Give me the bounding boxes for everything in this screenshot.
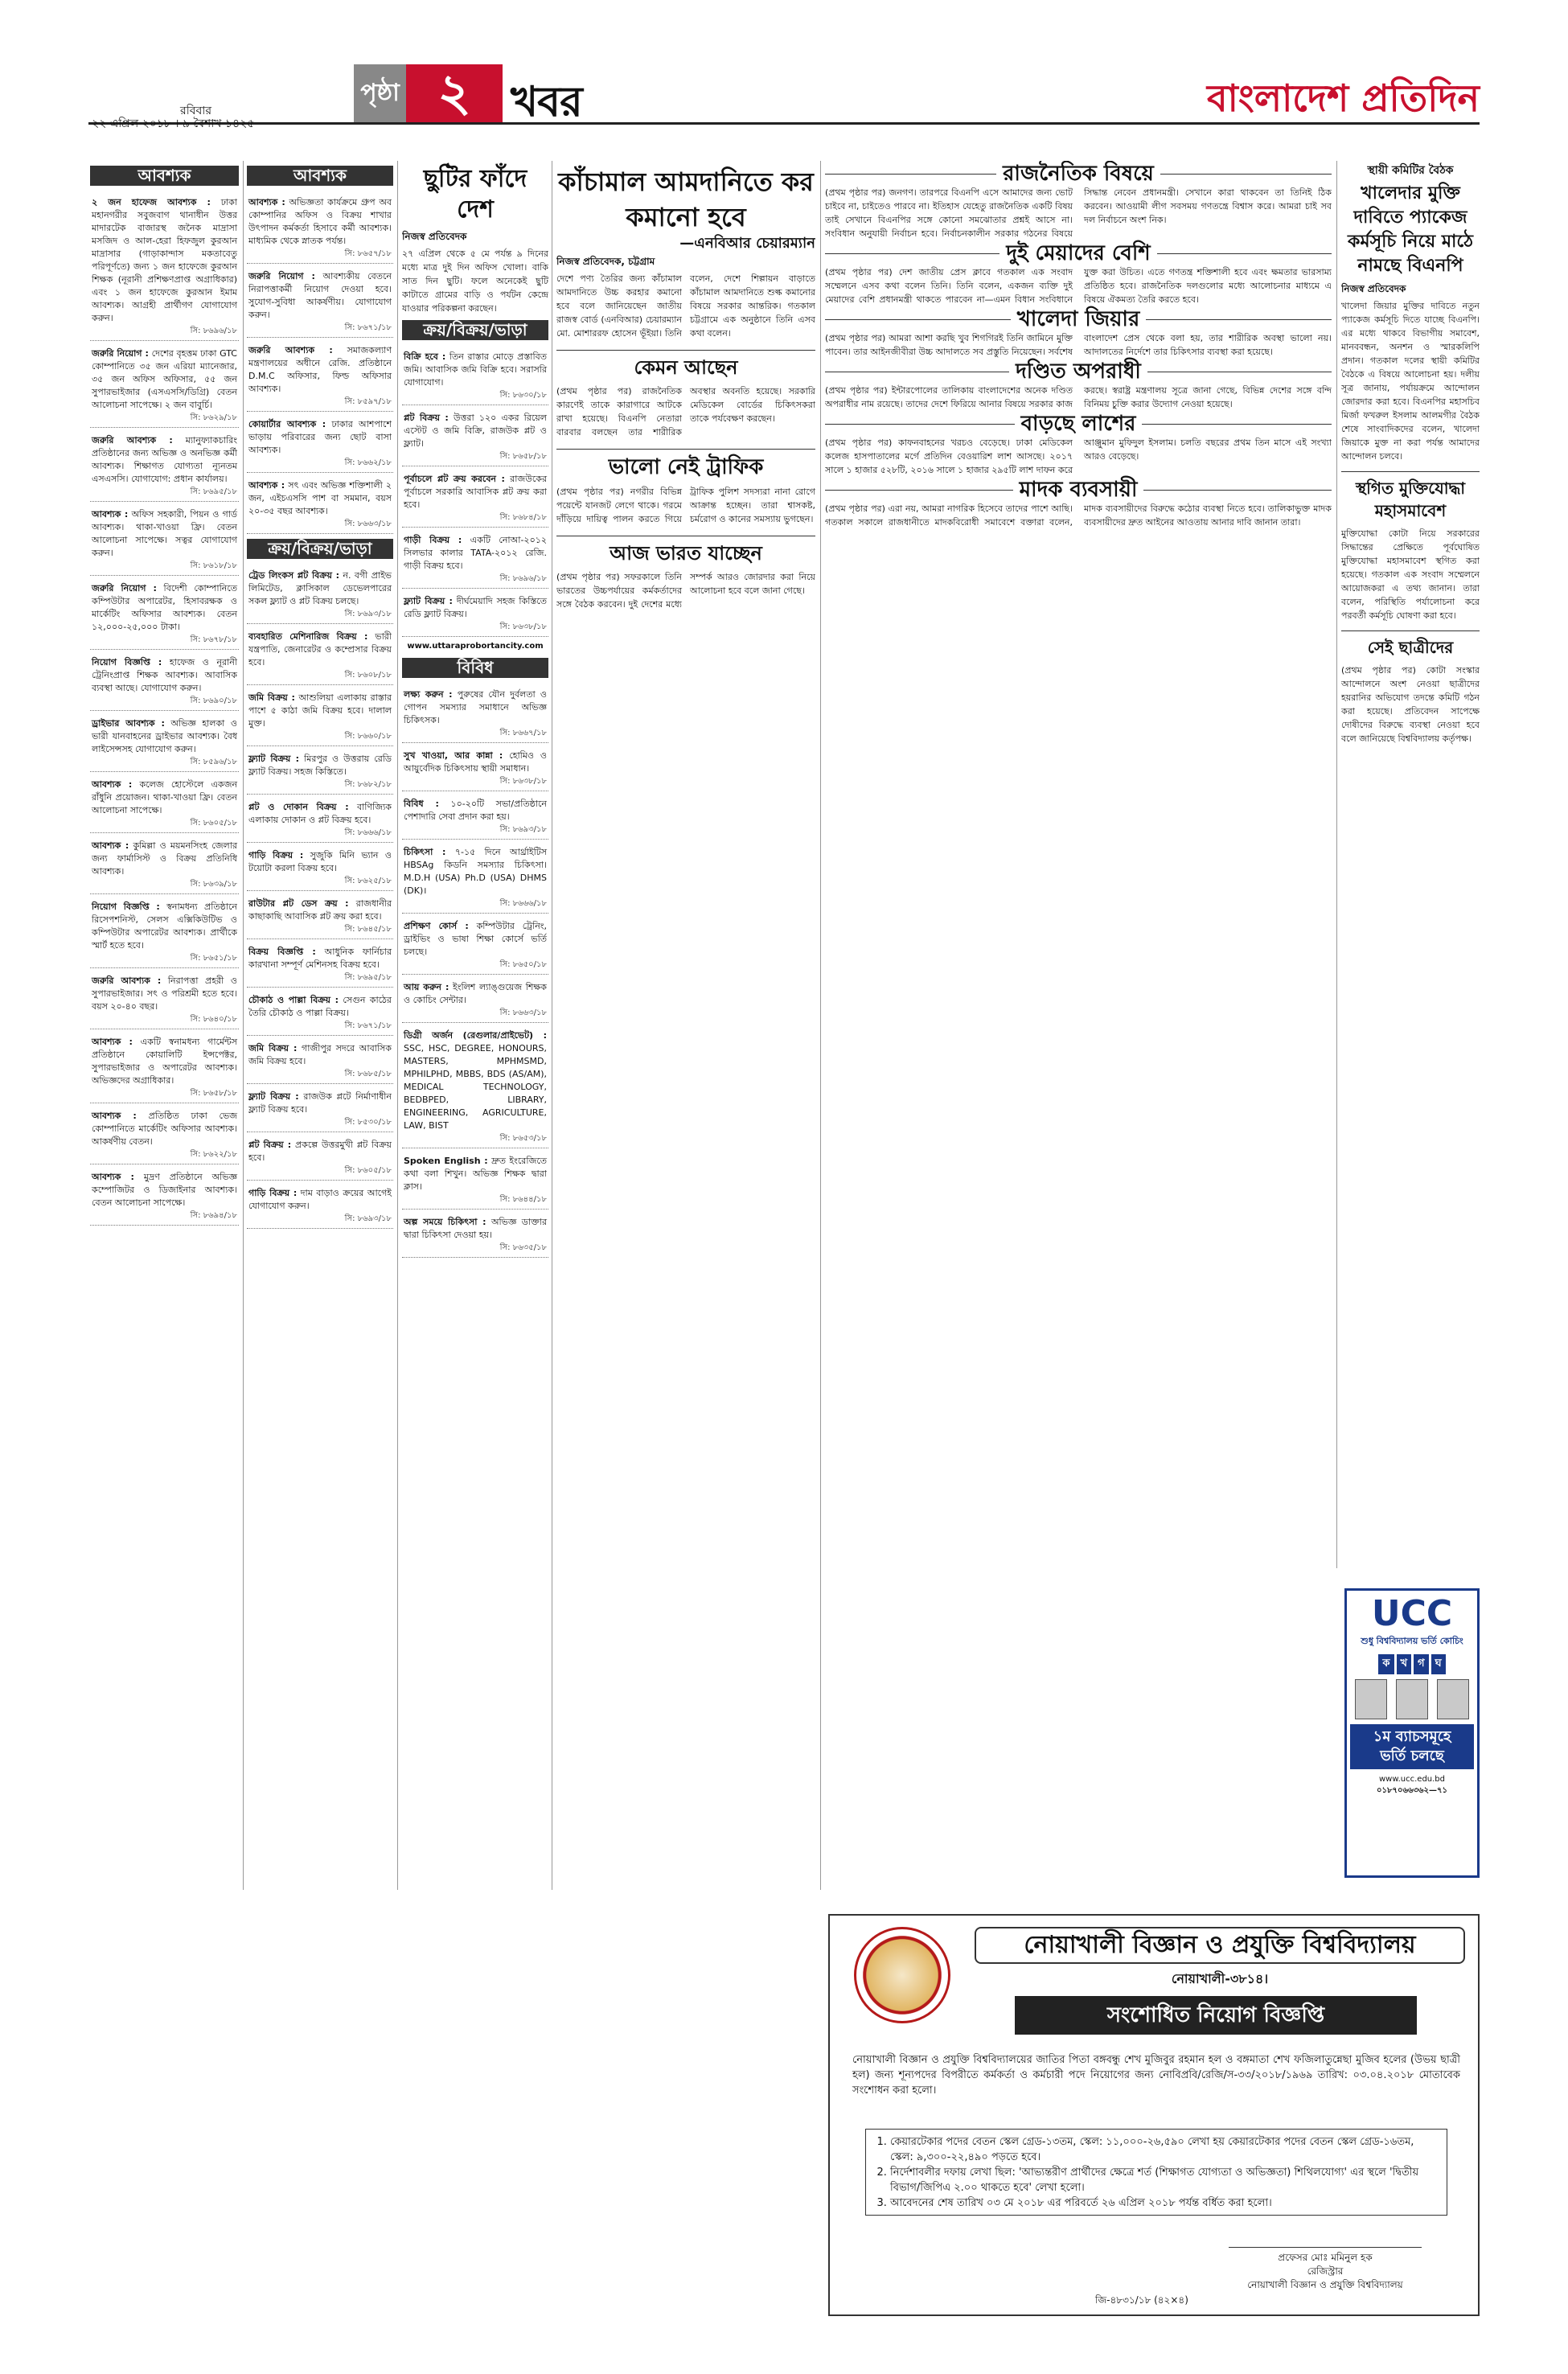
story-body: দেশে পণ্য তৈরির জন্য কাঁচামাল আমদানিতে উচ্চ করহার কমানো হবে বলে জানিয়েছেন জাতীয় রাজস্ব বোর্ড (এনবিআর) চেয়ারম্যান মো. মোশাররফ হোসেন ভূঁইয়া। তিনি বলেন, দেশে শিল্পায়ন বাড়াতে কাঁচামাল আমদানিতে শুল্ক কমানোর বিষয়ে সরকার আন্তরিক। গতকাল চট্টগ্রামে এক অনুষ্ঠানে তিনি এসব কথা বলেন। [556, 273, 815, 339]
ad-body: ৭-১৫ দিনে আর্থ্রাইটিস HBSAg কিডনি সমস্যার চিকিৎসা। M.D.H (USA) Ph.D (USA) DHMS (DK)। [404, 847, 547, 896]
ad-code: সি: ৮৬৪৫/১৮ [344, 925, 392, 934]
byline: নিজস্ব প্রতিবেদক, চট্টগ্রাম [556, 256, 655, 267]
column-six [1341, 161, 1480, 1576]
byline: নিজস্ব প্রতিবেদক [402, 231, 467, 242]
ad-body: দেশের বৃহত্তম ঢাকা GTC কোম্পানিতে ৩৫ জন এরিয়া ম্যানেজার, ৩৫ জন অফিস অফিসার, ৫৫ জন সুপারভাইজার (এসএসসি/ডিগ্রি) বেতন আলোচনা সাপেক্ষে। ২ জন বাবুর্চি। [92, 348, 237, 410]
ad-body: আশুলিয়া এলাকায় রাস্তার পাশে ৫ কাঠা জমি বিক্রয় হবে। দালাল মুক্ত। [248, 692, 392, 729]
ad-lead: গাড়ি বিক্রয় : [248, 850, 304, 860]
classifieds-column-a [90, 161, 239, 2364]
story-body: (প্রথম পৃষ্ঠার পর) ইন্টারপোলের তালিকায় বাংলাদেশের অনেক দণ্ডিত অপরাধীর নাম রয়েছে। তাদের দেশে ফিরিয়ে আনার বিষয়ে সরকার কাজ করছে। স্বরাষ্ট্র মন্ত্রণালয় সূত্রে জানা গেছে, বিভিন্ন দেশের সঙ্গে বন্দি বিনিময় চুক্তি করার উদ্যোগ নেওয়া হয়েছে। [825, 385, 1332, 409]
classifieds-column-b [247, 161, 393, 2364]
ad-body: বাণিজ্যিক এলাকায় দোকান ও প্লট বিক্রয় হবে। [248, 802, 392, 825]
classified-ad [402, 842, 548, 914]
notice-banner: সংশোধিত নিয়োগ বিজ্ঞপ্তি [1015, 1996, 1417, 2035]
story-body: (প্রথম পৃষ্ঠার পর) এরা নয়, আমরা নাগরিক হিসেবে তাদের পাশে আছি। গতকাল সকালে রাজধানীতে মাদকবিরোধী সমাবেশে বক্তারা বলেন, মাদক ব্যবসায়ীদের বিরুদ্ধে কঠোর ব্যবস্থা নিতে হবে। তালিকাভুক্ত মাদক ব্যবসায়ীদের দ্রুত আইনের আওতায় আনার দাবি জানান তারা। [825, 503, 1332, 528]
section-heading: রাজনৈতিক বিষয়ে [825, 167, 1332, 181]
classified-ad [402, 1151, 548, 1210]
ad-code: সি: ৮৬৫৩/১৮ [499, 1134, 547, 1143]
ad-lead: বিক্রয় বিজ্ঞপ্তি : [248, 947, 316, 957]
ad-code: সি: ৮৬৫১/১৮ [190, 954, 237, 963]
notice-amendments [865, 2129, 1447, 2216]
ad-body: প্রতিষ্ঠিত ঢাকা ভেজ কোম্পানিতে মার্কেটিং অফিসার আবশ্যক। আকর্ষণীয় বেতন। [92, 1111, 237, 1147]
headline-traffic: ভালো নেই ট্রাফিক [556, 449, 815, 480]
ad-code: সি: ৮৬৭১/১৮ [344, 1021, 392, 1030]
ad-lead: গাড়ী বিক্রয় : [404, 535, 462, 545]
signatory-name: প্রফেসর মোঃ মমিনুল হক [1278, 2252, 1373, 2263]
classified-header: আবশ্যক [247, 166, 393, 186]
classified-list [402, 347, 548, 637]
story-body: (প্রথম পৃষ্ঠার পর) সফরকালে তিনি ভারতের উচ্চপর্যায়ের কর্মকর্তাদের সঙ্গে বৈঠক করবেন। দুই দেশের মধ্যে সম্পর্ক আরও জোরদার করা নিয়ে আলোচনা হবে বলে জানা গেছে। [556, 572, 815, 610]
ucc-coaching-ad[interactable] [1344, 1588, 1480, 1878]
ad-code: সি: ৮৬৬২/১৮ [344, 458, 392, 467]
classified-ad [90, 343, 239, 428]
signature-block [1229, 2233, 1422, 2292]
story-body: (প্রথম পৃষ্ঠার পর) জনগণ। তারপরে বিএনপি এসে আমাদের জন্য ভোট চাইবে না, চাইতেও পারবে না। ইতিহাস যেহেতু রাজনৈতিক একটি বিষয় তাই সেখানে বিএনপির সঙ্গে কোনো সমঝোতার প্রশ্নই আসে না। সংবিধান অনুযায়ী নির্বাচন হবে। নির্বাচনকালীন সরকার গঠনের বিষয়ে সিদ্ধান্ত নেবেন প্রধানমন্ত্রী। সেখানে কারা থাকবেন তা তিনিই ঠিক করবেন। আওয়ামী লীগ সবসময় গণতন্ত্রে বিশ্বাস করে। আমরা চাই সব দল নির্বাচনে অংশ নিক। [825, 187, 1332, 239]
classified-ad [90, 836, 239, 894]
column-rule [243, 161, 244, 1890]
ad-code: সি: ৮৬৯৬/১৮ [499, 574, 547, 583]
ad-lead: ফ্ল্যাট বিক্রয় : [248, 1091, 299, 1102]
ad-lead: আবশ্যক : [92, 779, 133, 790]
classified-ad [90, 971, 239, 1029]
ad-body: সুজুকি মিনি ভ্যান ও টয়োটা করলা বিক্রয় হবে। [248, 850, 392, 873]
ad-code: সি: ৮৬৭৮/১৮ [190, 635, 237, 644]
ad-body: স্বনামধন্য প্রতিষ্ঠানে রিসেপশনিস্ট, সেলস এক্সিকিউটিভ ও কম্পিউটার অপারেটর আবশ্যক। প্রার্থীকে স্মার্ট হতে হবে। [92, 902, 237, 951]
headline-freedom-fighters: স্থগিত মুক্তিযোদ্ধা মহাসমাবেশ [1341, 471, 1480, 522]
masthead-day: রবিবার [180, 105, 212, 117]
ad-lead: রাউটার প্লট ডেস ক্রয় : [248, 898, 349, 909]
ad-body: একটি স্বনামধন্য গার্মেন্টস প্রতিষ্ঠানে কোয়ালিটি ইন্সপেক্টর, সুপারভাইজার ও অপারেটর আবশ্যক। অভিজ্ঞদের অগ্রাধিকার। [92, 1037, 238, 1086]
headline-how-are-you: কেমন আছেন [556, 350, 815, 380]
ad-lead: ট্রেড লিংকস প্লট বিক্রয় : [248, 570, 340, 581]
ad-code: সি: ৮৬৮৪/১৮ [499, 513, 547, 522]
story-body: (প্রথম পৃষ্ঠার পর) রাজনৈতিক কারণেই তাকে কারাগারে আটকে রাখা হয়েছে। বিএনপি নেতারা বারবার বলছেন তার শারীরিক অবস্থার অবনতি হয়েছে। সরকারি মেডিকেল বোর্ডের চিকিৎসকরা তাকে পর্যবেক্ষণ করছেন। [556, 386, 815, 437]
classified-ad [90, 1032, 239, 1103]
classified-list [247, 565, 393, 1229]
ad-body: আধুনিক ফার্নিচার কারখানা সম্পূর্ণ মেশিনসহ বিক্রয় হবে। [248, 947, 392, 970]
classified-ad [90, 652, 239, 711]
ad-code: সি: ৮৬৬৩/১৮ [344, 520, 392, 528]
ad-code: সি: ৮৬৮২/১৮ [344, 780, 392, 789]
ad-body: অভিজ্ঞতা কার্যক্রমে গ্রুপ অব কোম্পানির অফিস ও বিক্রয় শাখার উৎপাদন কর্মকর্তা হিসাবে কর্মী আবশ্যক। মাধ্যমিক থেকে স্নাতক পর্যন্ত। [248, 197, 392, 246]
ad-lead: আবশ্যক : [92, 509, 129, 520]
ad-lead: কোয়ার্টার আবশ্যক : [248, 419, 326, 429]
masthead [88, 64, 1480, 130]
story-body: (প্রথম পৃষ্ঠার পর) নগরীর বিভিন্ন পয়েন্টে যানজট লেগে থাকে। গরমে দাঁড়িয়ে দায়িত্ব পালন করতে গিয়ে ট্রাফিক পুলিশ সদস্যরা নানা রোগে আক্রান্ত হচ্ছেন। তারা শ্বাসকষ্ট, চর্মরোগ ও কানের সমস্যায় ভুগছেন। [556, 487, 815, 524]
ad-body: ১০-২০টি সভা/প্রতিষ্ঠানে পেশাদারি সেবা প্রদান করা হয়। [404, 799, 547, 822]
university-seal-icon [854, 1927, 950, 2023]
ad-body: মুদ্রণ প্রতিষ্ঠানে অভিজ্ঞ কম্পোজিটর ও ডিজাইনার আবশ্যক। বেতন আলোচনা সাপেক্ষে। [92, 1172, 237, 1208]
ad-code: সি: ৮৬৬৩/১৮ [499, 1008, 547, 1017]
ad-lead: অল্প সময়ে চিকিৎসা : [404, 1217, 486, 1227]
amendment-item: 3. আবেদনের শেষ তারিখ ০৩ মে ২০১৮ এর পরিবর্তে ২৬ এপ্রিল ২০১৮ পর্যন্ত বর্ধিত করা হলো। [890, 2195, 1439, 2211]
ad-body: হাফেজ ও নূরানী ট্রেনিংপ্রাপ্ত শিক্ষক আবশ্যক। আবাসিক ব্যবস্থা আছে। যোগাযোগ করুন। [92, 657, 237, 693]
page-number: ২ [406, 64, 503, 122]
ad-code: সি: ৮৬৫৮/১৮ [499, 452, 547, 461]
ad-code: সি: ৮৬৫০/১৮ [499, 960, 547, 969]
ad-body: ভারী যন্ত্রপাতি, জেনারেটর ও কম্প্রেসার বিক্রয় হবে। [248, 631, 392, 667]
ucc-photos [1350, 1679, 1474, 1719]
ad-lead: আবশ্যক : [92, 1172, 134, 1182]
classified-header: আবশ্যক [90, 166, 239, 186]
classified-ad [402, 347, 548, 405]
ad-lead: চিকিৎসা : [404, 847, 446, 857]
ad-code: সি: ৮৬৬৬/১৮ [499, 899, 547, 908]
ad-lead: জরুরি আবশ্যক : [92, 975, 162, 986]
ad-body: মিরপুর ও উত্তরায় রেডি ফ্ল্যাট বিক্রয়। সহজ কিস্তিতে। [248, 754, 392, 777]
ad-body: সমাজকল্যাণ মন্ত্রণালয়ের অধীনে রেজি. প্রতিষ্ঠানে D.M.C অফিসার, ফিল্ড অফিসার আবশ্যক। [248, 345, 392, 394]
ad-lead: Spoken English : [404, 1156, 488, 1166]
ad-body: গাজীপুর সদরে আবাসিক জমি বিক্রয় হবে। [248, 1043, 392, 1066]
classified-header: ক্রয়/বিক্রয়/ভাড়া [247, 539, 393, 559]
ad-lead: নিয়োগ বিজ্ঞপ্তি : [92, 657, 162, 667]
classified-header: বিবিধ [402, 658, 548, 678]
classified-ad [402, 530, 548, 589]
ad-body: রাজউক প্লটে নির্মাণাধীন ফ্ল্যাট বিক্রয় হবে। [248, 1091, 392, 1115]
ad-body: কলেজ হোস্টেলে একজন রাঁধুনি প্রয়োজন। থাকা-খাওয়া ফ্রি। বেতন আলোচনা সাপেক্ষে। [92, 779, 238, 815]
headline-those-students: সেই ছাত্রীদের [1341, 630, 1480, 659]
column-rule [397, 161, 398, 1890]
ad-code: সি: ৮৬১৮/১৮ [190, 561, 237, 570]
classified-ad [247, 1135, 393, 1181]
section-heading: দণ্ডিত অপরাধী [825, 365, 1332, 379]
story-body: (প্রথম পৃষ্ঠার পর) দেশ জাতীয় প্রেস ক্লাবে গতকাল এক সংবাদ সম্মেলনে এসব কথা বলেন তিনি। তিনি বলেন, একজন ব্যক্তি দুই মেয়াদের বেশি প্রধানমন্ত্রী থাকতে পারবেন না—এমন বিধান সংবিধানে যুক্ত করা উচিত। এতে গণতন্ত্র শক্তিশালী হবে এবং ক্ষমতার ভারসাম্য প্রতিষ্ঠিত হবে। রাজনৈতিক দলগুলোর মধ্যে আলোচনার মাধ্যমে এ বিষয়ে ঐকমত্য তৈরি করতে হবে। [825, 267, 1332, 305]
ad-code: সি: ৮৬৯৬/১৮ [190, 327, 237, 335]
ad-lead: বিবিধ : [404, 799, 439, 809]
ad-body: অফিস সহকারী, পিয়ন ও গার্ড আবশ্যক। থাকা-খাওয়া ফ্রি। বেতন আলোচনা সাপেক্ষে। সত্বর যোগাযোগ করুন। [92, 509, 238, 558]
ad-body: তিন রাস্তার মোড়ে প্রস্তাবিত জমি। আবাসিক জমি বিক্রি হবে। সরাসরি যোগাযোগ। [404, 351, 548, 388]
section-heading: খালেদা জিয়ার [825, 313, 1332, 327]
student-photo [1437, 1679, 1469, 1719]
classified-ad [402, 977, 548, 1023]
amendment-item: 1. কেয়ারটেকার পদের বেতন স্কেল গ্রেড-১৩তম, স্কেল: ১১,০০০-২৬,৫৯০ লেখা হয় কেয়ারটেকার পদের বেতন স্কেল গ্রেড-১৬তম, স্কেল: ৯,৩০০-২২,৪৯০ পড়তে হবে। [890, 2134, 1439, 2165]
page-label: পৃষ্ঠা [354, 64, 406, 122]
classified-ad [402, 684, 548, 743]
classified-ad [402, 745, 548, 791]
ad-code: সি: ৮৬৭১/১৮ [344, 323, 392, 332]
classified-ad [90, 1106, 239, 1164]
byline: নিজস্ব প্রতিবেদক [1341, 283, 1406, 294]
ad-body: আবশ্যকীয় বেতনে নিরাপত্তাকর্মী নিয়োগ দেওয়া হবে। সুযোগ-সুবিধা আকর্ষণীয়। যোগাযোগ করুন। [248, 271, 392, 320]
ad-code: সি: ৮৬০৫/১৮ [190, 819, 237, 828]
ad-body: দীর্ঘমেয়াদি সহজ কিস্তিতে রেডি ফ্ল্যাট বিক্রয়। [404, 596, 547, 619]
ucc-logo: UCC [1371, 1593, 1453, 1634]
ad-code: সি: ৮৬৫৮/১৮ [190, 1089, 237, 1098]
ad-code: সি: ৮৬৮৫/১৮ [344, 1070, 392, 1078]
classified-ad [247, 688, 393, 746]
ucc-units [1347, 1654, 1477, 1674]
ucc-batch: ১ম ব্যাচসমূহে [1373, 1728, 1451, 1745]
ad-lead: ডিগ্রী অর্জন (রেগুলার/প্রাইভেট) : [404, 1030, 547, 1041]
classified-list [402, 684, 548, 1258]
classified-ad [90, 713, 239, 772]
ad-body: রাজউকের পূর্বাচলে সরকারি আবাসিক প্লট ক্রয় করা হবে। [404, 474, 547, 510]
ad-body: উত্তরা ১২০ একর রিয়েল এস্টেট ও জমি বিক্রি, রাজউক প্লট ও ফ্ল্যাট। [404, 413, 547, 449]
newspaper-logo: বাংলাদেশ প্রতিদিন [1206, 76, 1480, 120]
story-body: (প্রথম পৃষ্ঠার পর) আমরা আশা করছি খুব শিগগিরই তিনি জামিনে মুক্তি পাবেন। তার আইনজীবীরা উচ্চ আদালতে সব প্রস্তুতি নিয়েছেন। সর্বশেষ বাংলাদেশ প্রেস থেকে বলা হয়, তার শারীরিক অবস্থা ভালো নয়। আদালতের নির্দেশে তার চিকিৎসার ব্যবস্থা করা হয়েছে। [825, 333, 1332, 357]
classified-ad [90, 192, 239, 341]
student-photo [1355, 1679, 1387, 1719]
classified-ad [247, 797, 393, 843]
story-body: খালেদা জিয়ার মুক্তির দাবিতে নতুন প্যাকেজ কর্মসূচি দিতে যাচ্ছে বিএনপি। এর মধ্যে থাকবে বিভাগীয় সমাবেশ, মানববন্ধন, অনশন ও স্মারকলিপি প্রদান। গতকাল দলের স্থায়ী কমিটির বৈঠকে এ বিষয়ে আলোচনা হয়। দলীয় সূত্র জানায়, পর্যায়ক্রমে আন্দোলন জোরদার করা হবে। বিএনপির মহাসচিব মির্জা ফখরুল ইসলাম আলমগীর বৈঠক শেষে সাংবাদিকদের বলেন, খালেদা জিয়াকে মুক্ত না করা পর্যন্ত আমাদের আন্দোলন চলবে। [1341, 301, 1480, 462]
ad-code: সি: ৮৬৪৪/১৮ [499, 1195, 547, 1204]
ad-body: ঢাকার আশপাশে ভাড়ায় পরিবারের জন্য ছোট বাসা আবশ্যক। [248, 419, 392, 455]
ad-lead: নিয়োগ বিজ্ঞপ্তি : [92, 902, 160, 912]
classified-ad [247, 414, 393, 473]
ad-code: সি: ৮৬৯৪/১৮ [190, 1211, 237, 1220]
ad-lead: জমি বিক্রয় : [248, 1043, 298, 1054]
ad-lead: জরুরি নিয়োগ : [92, 583, 157, 594]
university-name: নোয়াখালী বিজ্ঞান ও প্রযুক্তি বিশ্ববিদ্যালয় [975, 1927, 1465, 1964]
ad-lead: ব্যবহারিত মেশিনারিজ বিক্রয় : [248, 631, 368, 642]
ad-lead: ২ জন হাফেজ আবশ্যক : [92, 197, 211, 207]
story-body: (প্রথম পৃষ্ঠার পর) কাফনবাহনের খরচও বেড়েছে। ঢাকা মেডিকেল কলেজ হাসপাতালের মর্গে প্রতিদিন বেওয়ারিশ লাশ আসছে। ২০১৭ সালে ১ হাজার ৫২৮টি, ২০১৬ সালে ১ হাজার ২৯৫টি লাশ দাফন করে আঞ্জুমান মুফিদুল ইসলাম। চলতি বছরের প্রথম তিন মাসে এই সংখ্যা আরও বেড়েছে। [825, 437, 1332, 475]
ad-lead: পূর্বাচলে প্লট ক্রয় করবেন : [404, 474, 505, 484]
ad-code: সি: ৮৫৩০/১৮ [344, 1118, 392, 1127]
classified-ad [402, 916, 548, 975]
subhead: —এনবিআর চেয়ারম্যান [679, 235, 815, 252]
nstu-recruitment-ad [828, 1914, 1480, 2316]
ad-body: হোমিও ও আয়ুর্বেদিক চিকিৎসায় স্থায়ী সমাধান। [404, 750, 547, 774]
ad-body: কুমিল্লা ও ময়মনসিংহ জেলার জন্য ফার্মাসিস্ট ও বিক্রয় প্রতিনিধি আবশ্যক। [92, 840, 237, 877]
classified-ad [90, 430, 239, 502]
ucc-unit-badge: ক [1378, 1654, 1394, 1674]
classified-ad [402, 1212, 548, 1258]
ad-code: সি: ৮৬৯৫/১৮ [190, 487, 237, 496]
ucc-unit-badge: গ [1414, 1654, 1429, 1674]
classified-ad [247, 192, 393, 264]
signature-mark [1229, 2233, 1422, 2248]
ad-lead: প্লট ও দোকান বিক্রয় : [248, 802, 349, 812]
ad-lead: ফ্ল্যাট বিক্রয় : [248, 754, 300, 764]
kicker: স্থায়ী কমিটির বৈঠক [1367, 164, 1454, 177]
classified-ad [402, 1025, 548, 1148]
ad-lead: আবশ্যক : [248, 480, 285, 491]
ad-lead: আবশ্যক : [92, 1111, 137, 1121]
ad-code: সি: ৮৬৩৫/১৮ [499, 1243, 547, 1252]
signatory-org: নোয়াখালী বিজ্ঞান ও প্রযুক্তি বিশ্ববিদ্যালয় [1247, 2279, 1403, 2290]
website-link[interactable]: www.uttaraprobortancity.com [407, 642, 544, 651]
ad-code: সি: ৮৫৯৬/১৮ [190, 758, 237, 766]
headline-india-visit: আজ ভারত যাচ্ছেন [556, 536, 815, 565]
classified-ad [247, 1038, 393, 1084]
section-heading: মাদক ব্যবসায়ী [825, 483, 1332, 497]
ad-lead: আবশ্যক : [92, 840, 129, 851]
ad-body: দ্রুত ইংরেজিতে কথা বলা শিখুন। অভিজ্ঞ শিক্ষক দ্বারা ক্লাস। [404, 1156, 547, 1192]
notice-body: নোয়াখালী বিজ্ঞান ও প্রযুক্তি বিশ্ববিদ্যালয়ের জাতির পিতা বঙ্গবন্ধু শেখ মুজিবুর রহমান হল ও বঙ্গমাতা শেখ ফজিলাতুন্নেছা মুজিব হলের (উভয় ছাত্রী হল) জন্য শূন্যপদের বিপরীতে কর্মকর্তা ও কর্মচারী পদে নিয়োগের জন্য নোবিপ্রবি/রেজি/স-৩৩/২০১৮/১৯৬৯ তারিখ: ০৩.০৪.২০১৮ মোতাবেক সংশোধন করা হলো। [852, 2054, 1460, 2097]
ad-code: সি: ৮৬৯৩/১৮ [499, 825, 547, 834]
amendment-list [874, 2134, 1439, 2211]
ad-lead: প্লট বিক্রয় : [248, 1140, 292, 1150]
ad-code: জি-৪৮৩১/১৮ (৪২×৪) [1095, 2294, 1188, 2306]
column-three [402, 161, 548, 2364]
classified-ad [247, 942, 393, 988]
ad-body: ইংলিশ ল্যাঙ্গুয়েজ শিক্ষক ও কোচিং সেন্টার। [404, 982, 547, 1005]
classified-ad [402, 591, 548, 637]
ad-code: সি: ৮৬৩৮/১৮ [499, 622, 547, 631]
ad-lead: ফ্ল্যাট বিক্রয় : [404, 596, 453, 606]
ad-lead: আবশ্যক : [248, 197, 285, 207]
classified-list [247, 192, 393, 534]
ad-body: নিরাপত্তা প্রহরী ও সুপারভাইজার। সৎ ও পরিশ্রমী হতে হবে। বয়স ২০-৪০ বছর। [92, 975, 237, 1012]
ad-code: সি: ৮৬২৯/১৮ [190, 413, 237, 422]
ad-code: সি: ৮৬৩৮/১৮ [499, 777, 547, 786]
ad-code: সি: ৮৬০৮/১৮ [344, 671, 392, 680]
classified-ad [402, 408, 548, 466]
ad-lead: ড্রাইভার আবশ্যক : [92, 718, 165, 729]
ad-lead: গাড়ি বিক্রয় : [248, 1188, 298, 1198]
classified-ad [402, 469, 548, 528]
ad-body: ম্যানুফ্যাকচারিং প্রতিষ্ঠানের জন্য অভিজ্ঞ ও অনভিজ্ঞ কর্মী আবশ্যক। শিক্ষাগত যোগ্যতা ন্যূনতম এসএসসি। যোগাযোগ: প্রধান কার্যালয়। [92, 435, 238, 484]
story-body: ২৭ এপ্রিল থেকে ৫ মে পর্যন্ত ৯ দিনের মধ্যে মাত্র দুই দিন অফিস খোলা। বাকি সাত দিন ছুটি। ফলে অনেকেই ছুটি কাটাতে গ্রামের বাড়ি ও পর্যটন কেন্দ্রে যাওয়ার পরিকল্পনা করছেন। [402, 248, 548, 314]
classified-ad [247, 1086, 393, 1132]
classified-header: ক্রয়/বিক্রয়/ভাড়া [402, 320, 548, 340]
column-five [825, 161, 1332, 1890]
ad-lead: জমি বিক্রয় : [248, 692, 295, 703]
headline-holidays: ছুটির ফাঁদে দেশ [423, 165, 527, 224]
story-body: (প্রথম পৃষ্ঠার পর) কোটা সংস্কার আন্দোলনে অংশ নেওয়া ছাত্রীদের হয়রানির অভিযোগ তদন্তে কমিটি গঠন করা হয়েছে। প্রতিবেদন সাপেক্ষে দোষীদের বিরুদ্ধে ব্যবস্থা নেওয়া হবে বলে জানিয়েছে বিশ্ববিদ্যালয় কর্তৃপক্ষ। [1341, 665, 1480, 744]
section-heading: দুই মেয়াদের বেশি [825, 247, 1332, 261]
ad-lead: জরুরি নিয়োগ : [92, 348, 149, 359]
classified-list [90, 192, 239, 1226]
ad-code: সি: ৮৬৯৩/১৮ [344, 610, 392, 618]
classified-ad [90, 578, 239, 650]
ad-lead: প্রশিক্ষণ কোর্স : [404, 921, 469, 931]
ad-code: সি: ৮৬৫৭/১৮ [344, 249, 392, 258]
classified-ad [90, 897, 239, 968]
classified-ad [247, 893, 393, 939]
classified-ad [402, 794, 548, 840]
ad-body: রাজধানীর কাছাকাছি আবাসিক প্লট ক্রয় করা হবে। [248, 898, 392, 922]
ad-body: বিদেশী কোম্পানিতে কম্পিউটার অপারেটর, হিসাবরক্ষক ও মার্কেটিং অফিসার আবশ্যক। বেতন ১২,০০০-২৫,০০০ টাকা। [92, 583, 237, 632]
ad-body: প্রকল্পে উত্তরমুখী প্লট বিক্রয় হবে। [248, 1140, 392, 1163]
classified-ad [90, 774, 239, 833]
ad-body: পুরুষের যৌন দুর্বলতা ও গোপন সমস্যার সমাধানে অভিজ্ঞ চিকিৎসক। [404, 689, 548, 725]
signatory-designation: রেজিস্ট্রার [1307, 2265, 1344, 2277]
ad-body: সৎ এবং অভিজ্ঞ শক্তিশালী ২ জন, এইচএসসি পাশ বা সমমান, বয়স ২০-৩৫ বছর আবশ্যক। [248, 480, 392, 516]
ad-lead: বিক্রি হবে : [404, 351, 446, 362]
ucc-website[interactable]: www.ucc.edu.bd [1378, 1775, 1446, 1784]
ad-code: সি: ৮৬৬৭/১৮ [499, 729, 547, 737]
classified-ad [247, 340, 393, 412]
column-rule [820, 161, 821, 1890]
ad-body: একটি নোআ-২০১২ সিলভার কালার TATA-২০১২ রেজি. গাড়ী বিক্রয় হবে। [404, 535, 548, 571]
ad-lead: লক্ষ্য করুন : [404, 689, 453, 700]
column-rule [1336, 161, 1337, 1568]
ad-code: সি: ৮৬০৫/১৮ [344, 1166, 392, 1175]
ucc-unit-badge: খ [1397, 1654, 1412, 1674]
university-address: নোয়াখালী-৩৮১৪। [1171, 1971, 1269, 1986]
ad-code: সি: ৮৬২২/১৮ [190, 1150, 237, 1159]
ad-code: সি: ৮৬৪০/১৮ [190, 1015, 237, 1024]
classified-ad [247, 990, 393, 1036]
ad-lead: চৌকাঠ ও পাল্লা বিক্রয় : [248, 995, 339, 1005]
ad-code: সি: ৮৬৩৯/১৮ [190, 880, 237, 889]
section-heading: বাড়ছে লাশের [825, 417, 1332, 431]
ad-lead: আয় করুন : [404, 982, 449, 992]
section-title: খবর [511, 78, 582, 126]
ucc-phone: ০১৮৭০৬৬৩৬২—৭১ [1377, 1786, 1447, 1795]
ad-body: SSC, HSC, DEGREE, HONOURS, MASTERS, MPHMSMD, MPHILPHD, MBBS, BDS (AS/AM), MEDICAL TECHNOLOGY, BEDBPED, LIBRARY, ENGINEERING, AGRICULTURE, LAW, BIST [404, 1043, 547, 1131]
ad-body: অভিজ্ঞ ডাক্তার দ্বারা চিকিৎসা দেওয়া হয়। [404, 1217, 548, 1240]
classified-ad [247, 845, 393, 891]
ad-lead: আবশ্যক : [92, 1037, 133, 1047]
classified-ad [247, 565, 393, 624]
ad-lead: জরুরি আবশ্যক : [92, 435, 173, 446]
headline-bnp-program: খালেদার মুক্তি দাবিতে প্যাকেজ কর্মসূচি নিয়ে মাঠে নামছে বিএনপি [1347, 183, 1474, 276]
ad-lead: সুখ খাওয়া, আর কান্না : [404, 750, 503, 761]
column-four [556, 161, 815, 1890]
ad-lead: জরুরি আবশ্যক : [248, 345, 333, 355]
ad-body: ন. বগী প্রাইভ লিমিটেড, ক্লাসিকাল ডেভেলপারের সকল ফ্ল্যাট ও প্লট বিক্রয় চলছে। [248, 570, 392, 606]
headline-raw-material: কাঁচামাল আমদানিতে কর কমানো হবে [558, 166, 814, 232]
ad-body: ঢাকা মহানগরীর সবুজবাগ থানাধীন উত্তর মাদারটেক বাজারস্থ জনৈক মাদ্রাসা মসজিদ ও আল-হেরা হিফজুল কুরআন মাদ্রাসার (গাড়াকান্দাস মকতাবেতু পরিপূর্ণতে) জন্য ১ জন হাফেজে কুরআন শিক্ষক (নূরানী প্রশিক্ষণপ্রাপ্ত অগ্রাধিকার) এবং ১ জন হাফেজে কুরআন ইমাম আবশ্যক। আগ্রহী প্রার্থীগণ যোগাযোগ করুন। [92, 197, 237, 323]
ad-code: সি: ৮৬৩০/১৮ [499, 391, 547, 400]
classified-ad [247, 626, 393, 685]
ad-lead: জরুরি নিয়োগ : [248, 271, 315, 281]
classified-ad [247, 475, 393, 534]
classified-ad [247, 1183, 393, 1229]
ad-code: সি: ৮৬৬০/১৮ [344, 732, 392, 741]
ucc-enroll: ভর্তি চলছে [1380, 1748, 1444, 1764]
ad-code: সি: ৮৬৯০/১৮ [190, 696, 237, 705]
classified-ad [247, 266, 393, 338]
classified-ad [90, 504, 239, 576]
ad-code: সি: ৮৬২৫/১৮ [344, 877, 392, 885]
story-body: মুক্তিযোদ্ধা কোটা নিয়ে সরকারের সিদ্ধান্তের প্রেক্ষিতে পূর্বঘোষিত মুক্তিযোদ্ধা মহাসমাবেশ স্থগিত করা হয়েছে। গতকাল এক সংবাদ সম্মেলনে আয়োজকরা এ তথ্য জানান। তারা বলেন, পরিস্থিতি পর্যালোচনা করে পরবর্তী কর্মসূচি ঘোষণা করা হবে। [1341, 528, 1480, 621]
ucc-unit-badge: ঘ [1431, 1654, 1446, 1674]
ad-code: সি: ৮৬৯৩/১৮ [344, 1214, 392, 1223]
classified-ad [247, 749, 393, 795]
amendment-item: 2. নির্দেশাবলীর দফায় লেখা ছিল: 'আভ্যন্তরীণ প্রার্থীদের ক্ষেত্রে শর্ত (শিক্ষাগত যোগ্যতা ও অভিজ্ঞতা) শিথিলযোগ্য' এর স্থলে 'দ্বিতীয় বিভাগ/জিপিএ ২.০০ থাকতে হবে' লেখা হলো। [890, 2165, 1439, 2195]
ad-body: কম্পিউটার ট্রেনিং, ড্রাইভিং ও ভাষা শিক্ষা কোর্সে ভর্তি চলছে। [404, 921, 548, 957]
ucc-tagline: শুধু বিশ্ববিদ্যালয় ভর্তি কোচিং [1361, 1636, 1463, 1646]
masthead-date: ২২ এপ্রিল ২০১৮ । ৯ বৈশাখ ১৪২৫ [92, 117, 255, 130]
ad-code: সি: ৮৫৯৭/১৮ [344, 397, 392, 406]
ad-lead: প্লট বিক্রয় : [404, 413, 449, 423]
ad-body: সেগুন কাঠের তৈরি চৌকাঠ ও পাল্লা বিক্রয়। [248, 995, 392, 1018]
classified-ad [90, 1167, 239, 1226]
ad-body: অভিজ্ঞ হালকা ও ভারী যানবাহনের ড্রাইভার আবশ্যক। বৈধ লাইসেন্সসহ যোগাযোগ করুন। [92, 718, 237, 754]
ad-code: সি: ৮৬৬৬/১৮ [344, 828, 392, 837]
student-photo [1396, 1679, 1428, 1719]
ad-body: দাম বাড়াও ক্রয়ের আগেই যোগাযোগ করুন। [248, 1188, 392, 1211]
ad-code: সি: ৮৬৯৫/১৮ [344, 973, 392, 982]
ucc-enroll-banner [1350, 1724, 1474, 1769]
